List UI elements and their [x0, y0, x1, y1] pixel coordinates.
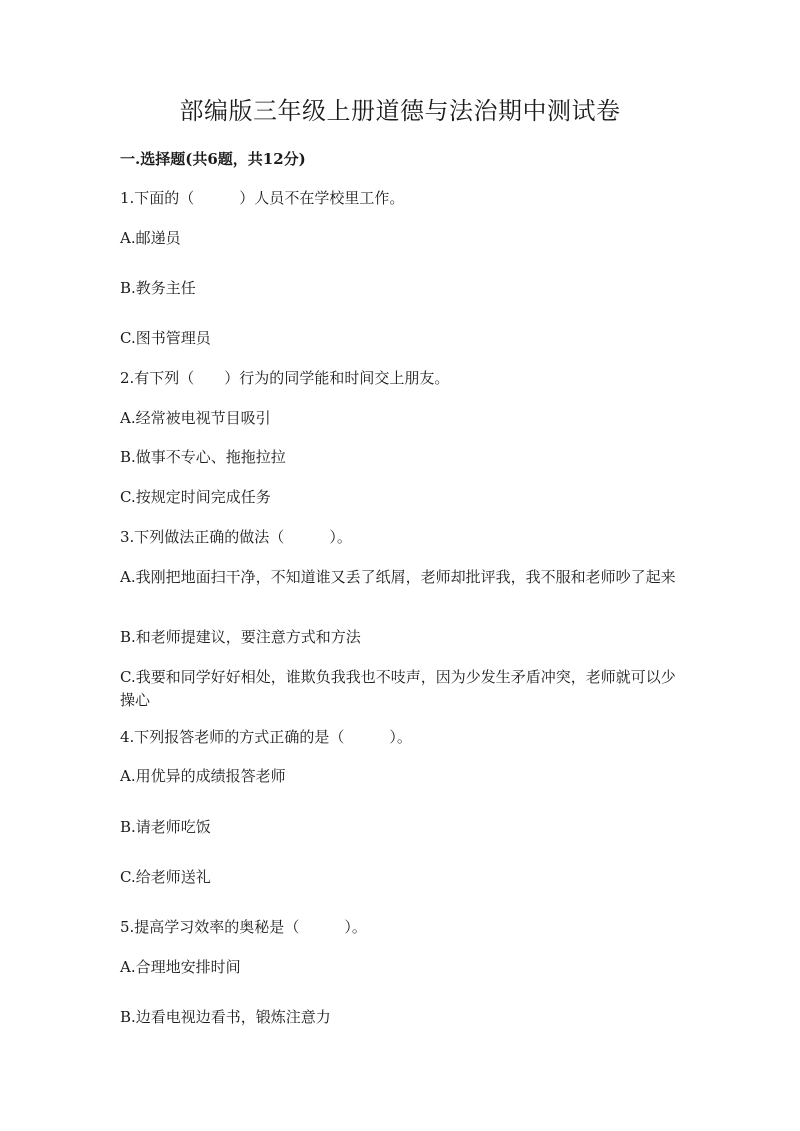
question-3-option-b: B.和老师提建议，要注意方式和方法	[120, 628, 361, 646]
question-1-option-b: B.教务主任	[120, 279, 196, 297]
question-5-stem: 5.提高学习效率的奥秘是（ ）。	[120, 918, 367, 936]
section-heading: 一.选择题(共6题，共12分)	[120, 150, 306, 168]
question-2-option-a: A.经常被电视节目吸引	[120, 409, 271, 427]
question-4-option-c: C.给老师送礼	[120, 868, 211, 886]
question-3-option-c: C.我要和同学好好相处，谁欺负我我也不吱声，因为少发生矛盾冲突，老师就可以少操心	[120, 668, 676, 709]
exam-title: 部编版三年级上册道德与法治期中测试卷	[179, 97, 621, 125]
question-1-option-c: C.图书管理员	[120, 329, 211, 347]
question-1-stem: 1.下面的（ ）人员不在学校里工作。	[120, 189, 405, 207]
question-2-option-c: C.按规定时间完成任务	[120, 488, 271, 506]
question-4-stem: 4.下列报答老师的方式正确的是（ ）。	[120, 728, 412, 746]
question-4-option-b: B.请老师吃饭	[120, 818, 211, 836]
question-4-option-a: A.用优异的成绩报答老师	[120, 767, 286, 785]
question-2-option-b: B.做事不专心、拖拖拉拉	[120, 448, 286, 466]
question-3-option-a: A.我刚把地面扫干净，不知道谁又丢了纸屑，老师却批评我，我不服和老师吵了起来	[120, 568, 676, 586]
question-1-option-a: A.邮递员	[120, 229, 181, 247]
question-3-stem: 3.下列做法正确的做法（ ）。	[120, 528, 352, 546]
question-5-option-a: A.合理地安排时间	[120, 958, 241, 976]
question-2-stem: 2.有下列（ ）行为的同学能和时间交上朋友。	[120, 369, 450, 387]
question-5-option-b: B.边看电视边看书，锻炼注意力	[120, 1008, 331, 1026]
